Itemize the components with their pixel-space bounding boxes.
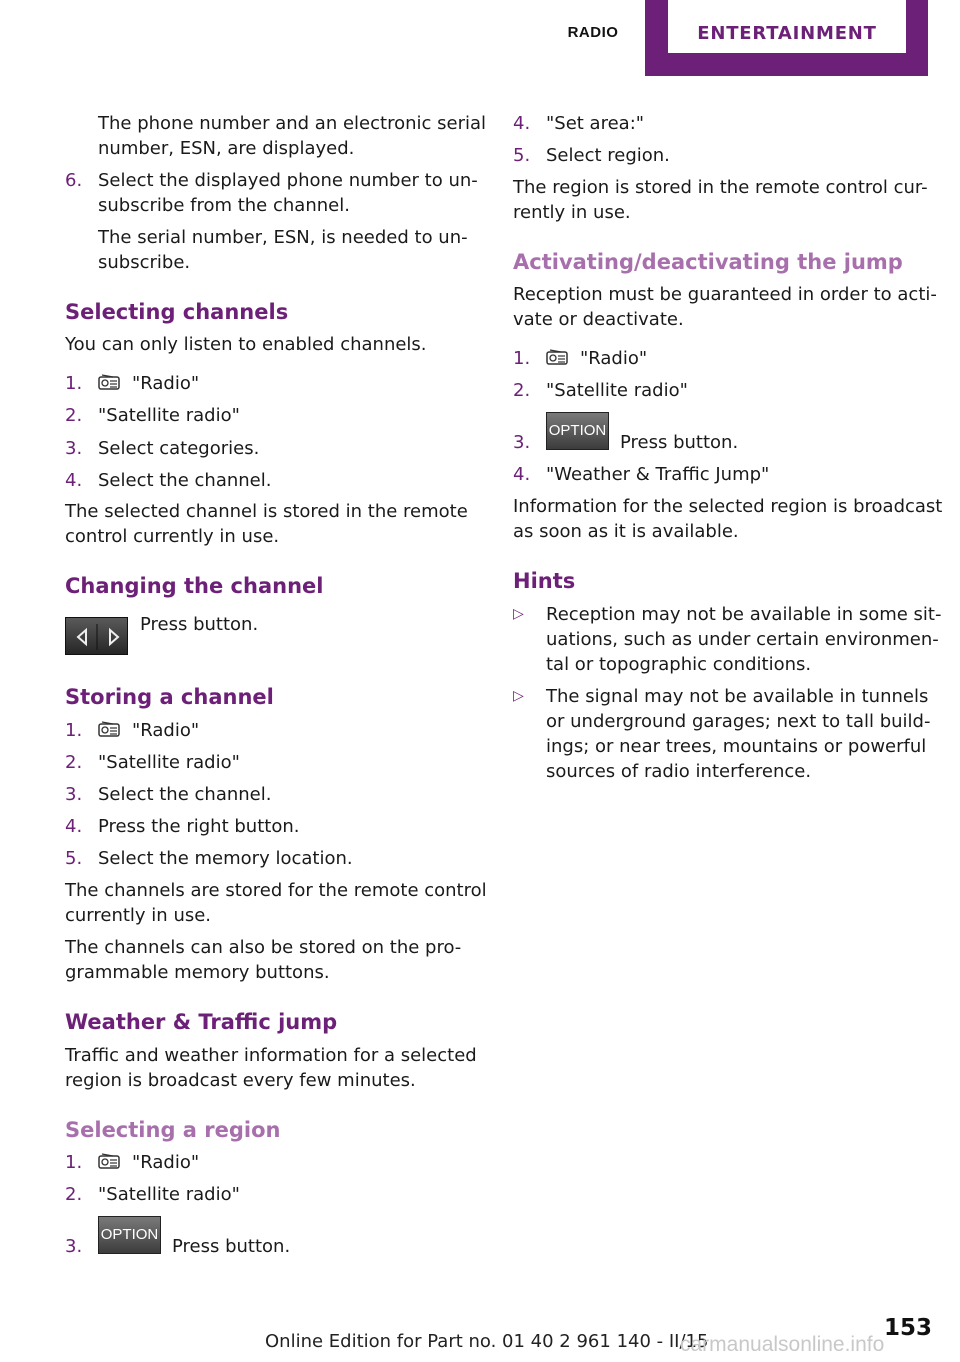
step-number: 2. — [513, 380, 531, 401]
step-text: Press button. — [620, 432, 739, 453]
step-text: "Satellite radio" — [546, 380, 688, 401]
option-button-icon: OPTION — [546, 412, 609, 450]
paragraph: You can only listen to enabled channels. — [65, 334, 427, 355]
hint-text: ings; or near trees, mountains or powerful — [546, 736, 927, 757]
step-text: Select region. — [546, 145, 670, 166]
step-text: Select the displayed phone number to un- — [98, 170, 478, 191]
step-text: "Radio" — [98, 1150, 199, 1175]
step-number: 5. — [513, 145, 531, 166]
radio-icon — [98, 1153, 120, 1169]
triangle-bullet-icon: ▷ — [513, 688, 524, 704]
step-text: Press the right button. — [98, 816, 300, 837]
step-number: 4. — [65, 470, 83, 491]
step-text: "Radio" — [98, 718, 199, 743]
paragraph: The selected channel is stored in the remote — [65, 501, 468, 522]
paragraph: Reception must be guaranteed in order to acti- — [513, 284, 937, 305]
hint-text: tal or topographic conditions. — [546, 654, 812, 675]
heading-hints: Hints — [513, 569, 576, 593]
step-text: "Satellite radio" — [98, 405, 240, 426]
step-number: 5. — [65, 848, 83, 869]
paragraph: control currently in use. — [65, 526, 280, 547]
step-text: "Weather & Traffic Jump" — [546, 464, 770, 485]
step-note: The serial number, ESN, is needed to un- — [98, 227, 468, 248]
radio-icon — [98, 374, 120, 390]
heading-selecting-channels: Selecting channels — [65, 300, 289, 324]
hint-text: Reception may not be available in some sit- — [546, 604, 942, 625]
paragraph: Press button. — [140, 614, 259, 635]
step-number: 2. — [65, 1184, 83, 1205]
paragraph: The channels are stored for the remote control — [65, 880, 487, 901]
step-number: 1. — [513, 348, 531, 369]
paragraph: Information for the selected region is broadcast — [513, 496, 943, 517]
step-text: Select the channel. — [98, 784, 272, 805]
intro-line: number, ESN, are displayed. — [98, 138, 355, 159]
step-number: 1. — [65, 373, 83, 394]
paragraph: as soon as it is available. — [513, 521, 739, 542]
page-number: 153 — [884, 1315, 933, 1341]
step-number: 1. — [65, 1152, 83, 1173]
paragraph: The channels can also be stored on the pro- — [65, 937, 462, 958]
step-number: 3. — [65, 784, 83, 805]
step-note: subscribe. — [98, 252, 191, 273]
step-text: Select the memory location. — [98, 848, 353, 869]
heading-changing-channel: Changing the channel — [65, 574, 324, 598]
step-number: 1. — [65, 720, 83, 741]
step-number: 4. — [513, 113, 531, 134]
step-text: Select categories. — [98, 438, 260, 459]
radio-icon — [98, 721, 120, 737]
watermark: carmanualsonline.info — [680, 1333, 885, 1356]
step-number: 3. — [65, 1236, 83, 1257]
step-text: "Satellite radio" — [98, 752, 240, 773]
header-chapter: ENTERTAINMENT — [668, 0, 906, 53]
paragraph: vate or deactivate. — [513, 309, 684, 330]
hint-text: uations, such as under certain environmen- — [546, 629, 939, 650]
step-text: "Set area:" — [546, 113, 645, 134]
heading-selecting-region: Selecting a region — [65, 1118, 281, 1142]
paragraph: grammable memory buttons. — [65, 962, 330, 983]
footer-edition: Online Edition for Part no. 01 40 2 961 140 - II/15 — [265, 1331, 709, 1352]
paragraph: The region is stored in the remote control cur- — [513, 177, 928, 198]
step-number: 2. — [65, 752, 83, 773]
heading-weather-traffic: Weather & Traffic jump — [65, 1010, 338, 1034]
radio-icon — [546, 349, 568, 365]
step-text: "Satellite radio" — [98, 1184, 240, 1205]
heading-activating-jump: Activating/deactivating the jump — [513, 250, 903, 274]
hint-text: or underground garages; next to tall build- — [546, 711, 931, 732]
step-number: 2. — [65, 405, 83, 426]
step-number: 3. — [65, 438, 83, 459]
step-text: "Radio" — [98, 371, 199, 396]
header-section: RADIO — [567, 24, 619, 41]
paragraph: region is broadcast every few minutes. — [65, 1070, 416, 1091]
channel-arrows-icon — [65, 617, 128, 655]
step-text: "Radio" — [546, 346, 647, 371]
paragraph: Traffic and weather information for a selected — [65, 1045, 477, 1066]
step-number: 4. — [65, 816, 83, 837]
step-text: Press button. — [172, 1236, 291, 1257]
step-text: subscribe from the channel. — [98, 195, 350, 216]
step-number: 6. — [65, 170, 83, 191]
hint-text: sources of radio interference. — [546, 761, 812, 782]
paragraph: rently in use. — [513, 202, 631, 223]
step-number: 3. — [513, 432, 531, 453]
step-text: Select the channel. — [98, 470, 272, 491]
triangle-bullet-icon: ▷ — [513, 606, 524, 622]
hint-text: The signal may not be available in tunnels — [546, 686, 929, 707]
option-button-icon: OPTION — [98, 1216, 161, 1254]
heading-storing-channel: Storing a channel — [65, 685, 274, 709]
step-number: 4. — [513, 464, 531, 485]
intro-line: The phone number and an electronic serial — [98, 113, 487, 134]
paragraph: currently in use. — [65, 905, 212, 926]
